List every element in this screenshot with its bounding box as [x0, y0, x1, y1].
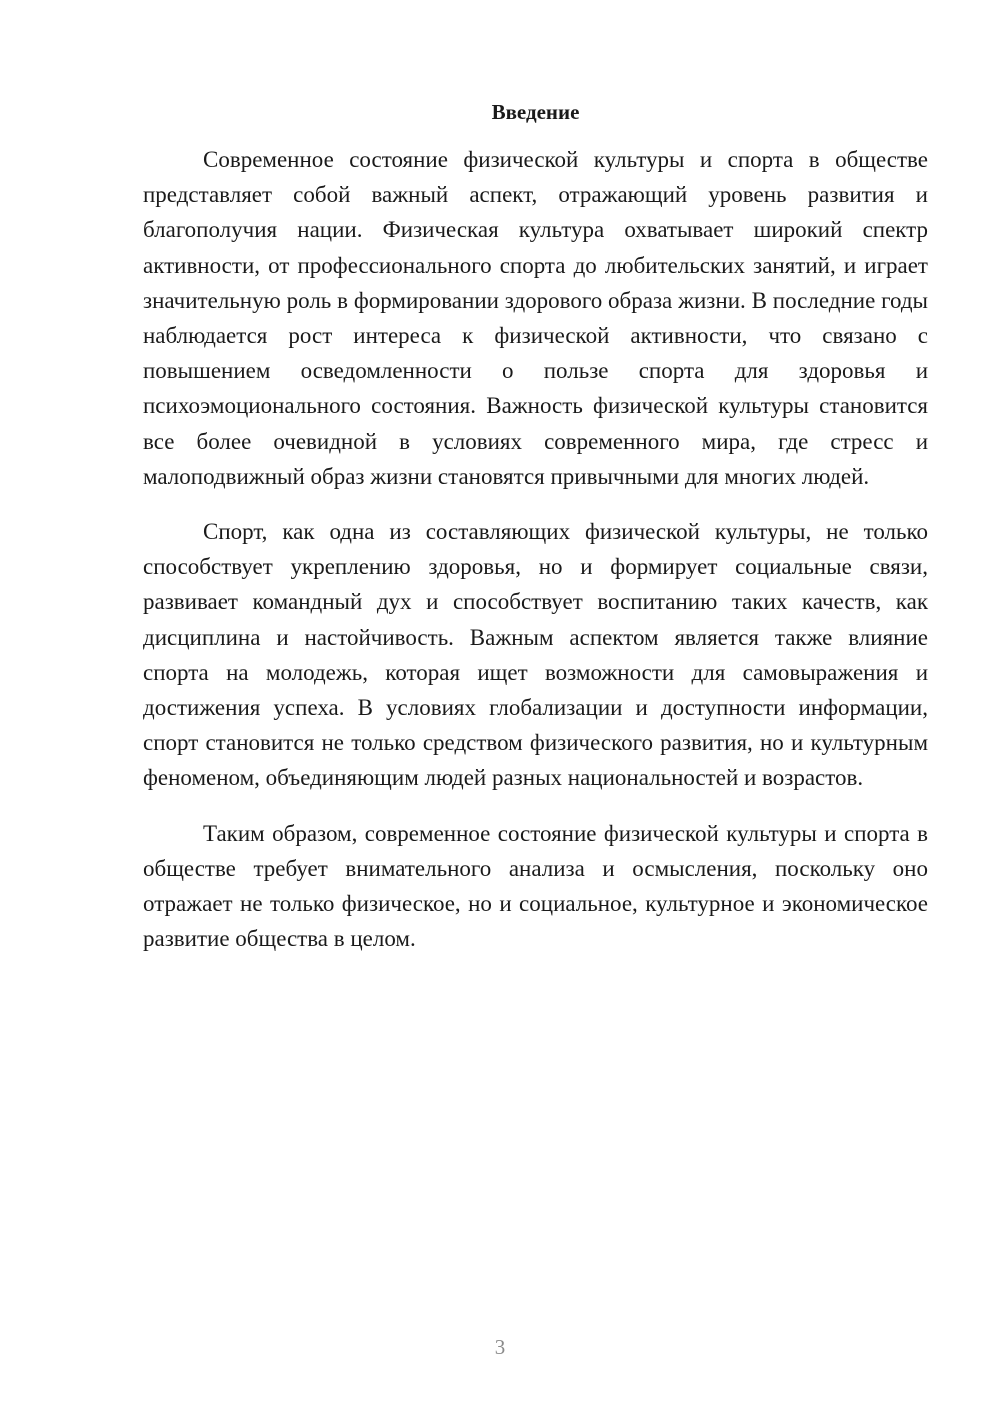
- paragraph-2: Спорт, как одна из составляющих физической культуры, не только способствует укреплению здоровья, но и формирует социальные связи, развивает командный дух и способствует воспитанию таких качеств, как дисциплина и настойчивость. Важным аспектом является также влияние спорта на молодежь, которая ищет возможности для самовыражения и достижения успеха. В условиях глобализации и доступности информации, спорт становится не только средством физического развития, но и культурным феноменом, объединяющим людей разных национальностей и возрастов.: [143, 519, 928, 791]
- paragraph-1: Современное состояние физической культуры и спорта в обществе представляет собой важный аспект, отражающий уровень развития и благополучия нации. Физическая культура охватывает широкий спектр активности, от профессионального спорта до любительских занятий, и играет значительную роль в формировании здорового образа жизни. В последние годы наблюдается рост интереса к физической активности, что связано с повышением осведомленности о пользе спорта для здоровья и психоэмоционального состояния. Важность физической культуры становится все более очевидной в условиях современного мира, где стресс и малоподвижный образ жизни становятся привычными для многих людей.: [143, 147, 928, 489]
- section-title: Введение: [491, 100, 580, 124]
- body-text: [143, 142, 928, 976]
- paragraph-3: Таким образом, современное состояние физической культуры и спорта в обществе требует внимательного анализа и осмысления, поскольку оно отражает не только физическое, но и социальное, культурное и экономическое развитие общества в целом.: [143, 820, 928, 952]
- page-number: 3: [494, 1335, 506, 1359]
